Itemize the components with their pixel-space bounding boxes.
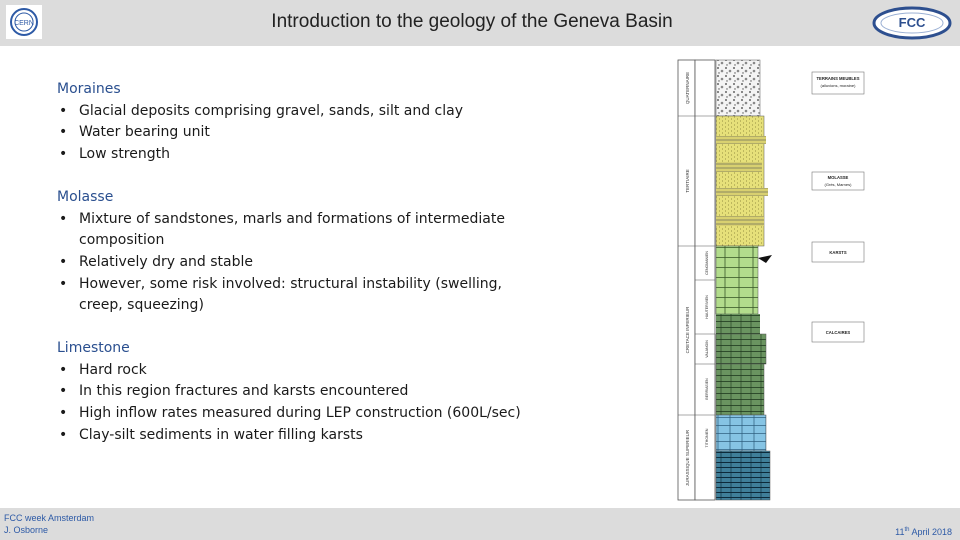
molasse-layer — [716, 116, 764, 246]
stage-label: CENOMANIEN — [705, 251, 709, 275]
molasse-list — [57, 209, 577, 318]
moraine-layer — [716, 60, 760, 116]
era-label-quaternaire: QUATERNAIRE — [685, 71, 690, 105]
list-item: • Hard rock — [57, 360, 529, 382]
slide-content — [57, 79, 577, 468]
legend-label: (alluvions, moraine) — [820, 83, 856, 88]
list-item: • Water bearing unit — [57, 122, 529, 144]
moraines-section — [57, 79, 577, 166]
footer-date-suffix: th — [904, 527, 910, 533]
cern-logo-text: CERN — [14, 20, 34, 27]
footer-date-day: 11 — [895, 527, 905, 537]
limestone-layer — [716, 334, 766, 364]
jurassic-limestone-layer — [716, 415, 766, 451]
stage-label: VALANGIN — [705, 340, 709, 358]
legend-label: TERRAINS MEUBLES — [816, 76, 860, 81]
limestone-layer — [716, 364, 764, 415]
stage-label: TITHONIEN — [705, 428, 709, 448]
marl-band — [716, 188, 768, 196]
karst-layer — [716, 246, 758, 314]
era-label-jurassique: JURASSIQUE SUPERIEUR — [685, 429, 690, 487]
list-item: • In this region fractures and karsts encountered — [57, 381, 529, 403]
era-label-cretace: CRETACE INFERIEUR — [685, 306, 690, 354]
marl-band — [716, 136, 766, 144]
list-item: • However, some risk involved: structural instability (swelling, creep, squeezing) — [57, 274, 529, 317]
footer-event: FCC week Amsterdam — [4, 513, 95, 523]
moraines-list — [57, 101, 577, 166]
legend-label: CALCAIRES — [825, 330, 851, 335]
legend-label: (Grès, Marnes) — [824, 182, 852, 187]
legend-label: MOLASSE — [827, 175, 849, 180]
era-label-tertiaire: TERTIAIRE — [685, 169, 690, 193]
list-item: • Mixture of sandstones, marls and formations of intermediate composition — [57, 209, 529, 252]
limestone-layer — [716, 314, 760, 334]
section-title-molasse: Molasse — [57, 188, 114, 205]
list-item: • Glacial deposits comprising gravel, sands, silt and clay — [57, 101, 529, 123]
limestone-list — [57, 360, 577, 447]
list-item: • Relatively dry and stable — [57, 252, 529, 274]
molasse-section — [57, 187, 577, 317]
list-item: • High inflow rates measured during LEP construction (600L/sec) — [57, 403, 529, 425]
footer-date-rest: April 2018 — [909, 527, 952, 537]
stage-label: BERRIASIEN — [705, 378, 709, 400]
legend-label: KARSTS — [829, 250, 847, 255]
list-item: • Low strength — [57, 144, 529, 166]
footer-date — [895, 527, 952, 537]
marl-band — [716, 216, 764, 226]
fcc-logo-text: FCC — [898, 15, 926, 30]
footer-left — [4, 512, 94, 536]
fcc-logo — [872, 4, 952, 42]
stratigraphic-column — [676, 58, 866, 504]
marl-band — [716, 162, 762, 172]
stage-label: HAUTERIVIEN — [705, 295, 709, 319]
jurassic-limestone-dark-layer — [716, 451, 770, 500]
list-item: • Clay-silt sediments in water filling karsts — [57, 425, 529, 447]
limestone-section — [57, 338, 577, 447]
karst-void — [758, 255, 772, 263]
section-title-limestone: Limestone — [57, 340, 130, 357]
page-title: Introduction to the geology of the Geneva Basin — [271, 11, 673, 32]
footer-author: J. Osborne — [4, 525, 49, 535]
footer-bar — [0, 508, 960, 540]
section-title-moraines: Moraines — [57, 81, 121, 97]
